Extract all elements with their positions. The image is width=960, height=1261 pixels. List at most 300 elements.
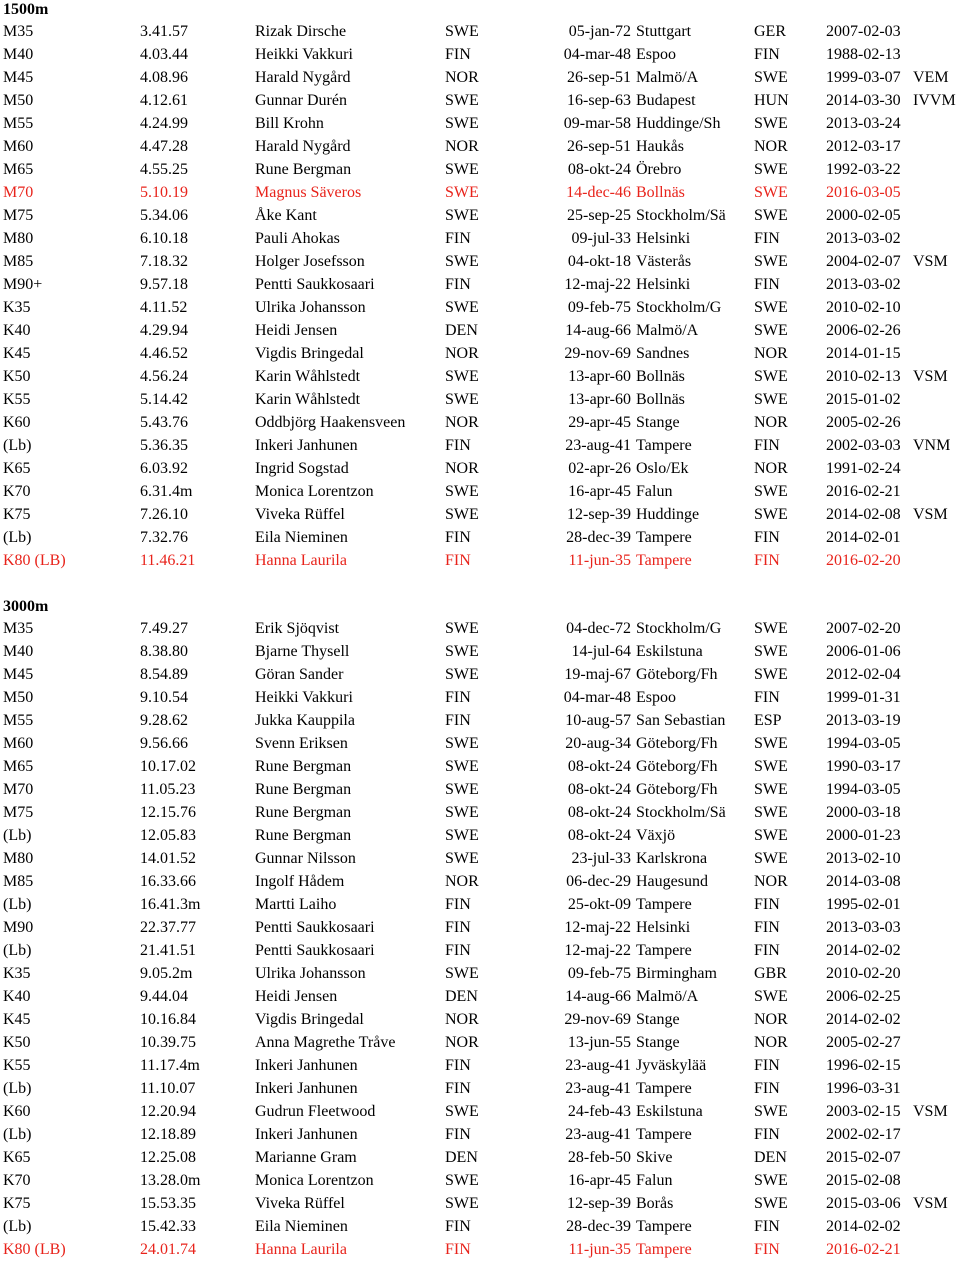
venue-country-cell: SWE <box>754 781 788 798</box>
birth-date-cell: 14-aug-66 <box>565 322 631 339</box>
venue-country-cell: SWE <box>754 1103 788 1120</box>
athlete-name-cell: Ulrika Johansson <box>255 299 366 316</box>
venue-country-cell: FIN <box>754 437 780 454</box>
nationality-cell: SWE <box>445 620 479 637</box>
nationality-cell: FIN <box>445 1218 471 1235</box>
age-class-cell: K75 <box>3 1195 31 1212</box>
birth-date-cell: 13-apr-60 <box>568 391 631 408</box>
record-date-cell: 1992-03-22 <box>826 161 901 178</box>
result-time-cell: 5.43.76 <box>140 414 188 431</box>
nationality-cell: SWE <box>445 506 479 523</box>
result-time-cell: 4.29.94 <box>140 322 188 339</box>
athlete-name-cell: Bjarne Thysell <box>255 643 350 660</box>
age-class-cell: (Lb) <box>3 437 32 454</box>
birth-date-cell: 12-maj-22 <box>564 942 631 959</box>
record-date-cell: 2005-02-26 <box>826 414 901 431</box>
venue-country-cell: SWE <box>754 207 788 224</box>
athlete-name-cell: Erik Sjöqvist <box>255 620 340 637</box>
age-class-cell: K70 <box>3 483 31 500</box>
venue-country-cell: SWE <box>754 483 788 500</box>
birth-date-cell: 09-jul-33 <box>571 230 631 247</box>
age-class-cell: K45 <box>3 345 31 362</box>
result-time-cell: 11.46.21 <box>140 552 196 569</box>
venue-cell: Stuttgart <box>636 23 692 40</box>
table-row <box>3 778 960 801</box>
result-time-cell: 12.20.94 <box>140 1103 196 1120</box>
athlete-name-cell: Heidi Jensen <box>255 322 338 339</box>
age-class-cell: M70 <box>3 184 34 201</box>
record-date-cell: 2004-02-07 <box>826 253 901 270</box>
nationality-cell: SWE <box>445 850 479 867</box>
athlete-name-cell: Inkeri Janhunen <box>255 1126 358 1143</box>
result-time-cell: 4.46.52 <box>140 345 188 362</box>
table-row <box>3 1238 960 1261</box>
venue-country-cell: SWE <box>754 115 788 132</box>
table-row <box>3 112 960 135</box>
result-time-cell: 22.37.77 <box>140 919 196 936</box>
nationality-cell: SWE <box>445 161 479 178</box>
birth-date-cell: 23-aug-41 <box>565 1057 631 1074</box>
venue-cell: Helsinki <box>636 919 691 936</box>
result-time-cell: 16.41.3m <box>140 896 201 913</box>
athlete-name-cell: Hanna Laurila <box>255 552 347 569</box>
birth-date-cell: 14-dec-46 <box>566 184 631 201</box>
age-class-cell: (Lb) <box>3 1218 32 1235</box>
record-date-cell: 1991-02-24 <box>826 460 901 477</box>
nationality-cell: FIN <box>445 919 471 936</box>
table-row <box>3 755 960 778</box>
nationality-cell: SWE <box>445 391 479 408</box>
venue-cell: Malmö/A <box>636 69 699 86</box>
age-class-cell: K65 <box>3 460 31 477</box>
record-date-cell: 1999-01-31 <box>826 689 901 706</box>
birth-date-cell: 04-dec-72 <box>566 620 631 637</box>
section-1500m <box>3 0 960 572</box>
result-time-cell: 5.34.06 <box>140 207 188 224</box>
venue-cell: Espoo <box>636 689 676 706</box>
record-date-cell: 2010-02-13 <box>826 368 901 385</box>
table-row <box>3 893 960 916</box>
table-row <box>3 158 960 181</box>
birth-date-cell: 09-mar-58 <box>563 115 631 132</box>
result-time-cell: 10.17.02 <box>140 758 196 775</box>
venue-country-cell: NOR <box>754 414 788 431</box>
result-time-cell: 9.05.2m <box>140 965 193 982</box>
record-date-cell: 2013-03-03 <box>826 919 901 936</box>
result-time-cell: 8.38.80 <box>140 643 188 660</box>
result-time-cell: 7.18.32 <box>140 253 188 270</box>
athlete-name-cell: Monica Lorentzon <box>255 483 374 500</box>
age-class-cell: (Lb) <box>3 1080 32 1097</box>
record-date-cell: 2014-03-08 <box>826 873 901 890</box>
age-class-cell: M80 <box>3 230 34 247</box>
age-class-cell: M80 <box>3 850 34 867</box>
venue-cell: Borås <box>636 1195 674 1212</box>
athlete-name-cell: Magnus Säveros <box>255 184 362 201</box>
age-class-cell: M90 <box>3 919 34 936</box>
athlete-name-cell: Rune Bergman <box>255 804 352 821</box>
venue-cell: Tampere <box>636 552 692 569</box>
nationality-cell: FIN <box>445 689 471 706</box>
venue-cell: Stange <box>636 414 680 431</box>
athlete-name-cell: Karin Wåhlstedt <box>255 368 361 385</box>
athlete-name-cell: Bill Krohn <box>255 115 324 132</box>
venue-cell: Karlskrona <box>636 850 708 867</box>
age-class-cell: K80 (LB) <box>3 1241 66 1258</box>
venue-cell: Haukås <box>636 138 684 155</box>
venue-cell: Eskilstuna <box>636 1103 703 1120</box>
venue-cell: Stockholm/Sä <box>636 804 726 821</box>
venue-country-cell: SWE <box>754 620 788 637</box>
table-row <box>3 824 960 847</box>
athlete-name-cell: Pentti Saukkosaari <box>255 919 375 936</box>
result-time-cell: 9.56.66 <box>140 735 188 752</box>
venue-country-cell: SWE <box>754 988 788 1005</box>
age-class-cell: (Lb) <box>3 827 32 844</box>
championship-note-cell: VSM <box>913 368 948 385</box>
result-time-cell: 4.11.52 <box>140 299 188 316</box>
venue-cell: Göteborg/Fh <box>636 781 718 798</box>
venue-country-cell: SWE <box>754 850 788 867</box>
athlete-name-cell: Monica Lorentzon <box>255 1172 374 1189</box>
venue-country-cell: SWE <box>754 1195 788 1212</box>
nationality-cell: SWE <box>445 115 479 132</box>
table-row <box>3 204 960 227</box>
age-class-cell: K65 <box>3 1149 31 1166</box>
table-row <box>3 1031 960 1054</box>
table-row <box>3 962 960 985</box>
birth-date-cell: 23-aug-41 <box>565 437 631 454</box>
table-row <box>3 480 960 503</box>
athlete-name-cell: Gunnar Durén <box>255 92 347 109</box>
venue-cell: Tampere <box>636 1241 692 1258</box>
age-class-cell: (Lb) <box>3 529 32 546</box>
championship-note-cell: VSM <box>913 506 948 523</box>
birth-date-cell: 08-okt-24 <box>567 758 631 775</box>
venue-country-cell: SWE <box>754 804 788 821</box>
venue-cell: Oslo/Ek <box>636 460 689 477</box>
birth-date-cell: 11-jun-35 <box>568 1241 631 1258</box>
nationality-cell: FIN <box>445 1057 471 1074</box>
result-time-cell: 11.17.4m <box>140 1057 200 1074</box>
birth-date-cell: 11-jun-35 <box>568 552 631 569</box>
venue-country-cell: FIN <box>754 689 780 706</box>
venue-cell: Tampere <box>636 942 692 959</box>
birth-date-cell: 19-maj-67 <box>564 666 631 683</box>
nationality-cell: NOR <box>445 1011 479 1028</box>
birth-date-cell: 26-sep-51 <box>567 69 631 86</box>
nationality-cell: NOR <box>445 69 479 86</box>
result-time-cell: 16.33.66 <box>140 873 196 890</box>
record-date-cell: 2015-01-02 <box>826 391 901 408</box>
nationality-cell: NOR <box>445 138 479 155</box>
athlete-name-cell: Viveka Rüffel <box>255 1195 345 1212</box>
record-date-cell: 2013-03-02 <box>826 276 901 293</box>
athlete-name-cell: Eila Nieminen <box>255 529 348 546</box>
athlete-name-cell: Heikki Vakkuri <box>255 689 353 706</box>
table-row <box>3 1215 960 1238</box>
record-date-cell: 2016-03-05 <box>826 184 901 201</box>
table-row <box>3 870 960 893</box>
venue-cell: Malmö/A <box>636 988 699 1005</box>
venue-country-cell: SWE <box>754 391 788 408</box>
venue-cell: Stange <box>636 1011 680 1028</box>
birth-date-cell: 09-feb-75 <box>567 299 631 316</box>
record-date-cell: 2016-02-21 <box>826 1241 901 1258</box>
result-time-cell: 4.12.61 <box>140 92 188 109</box>
nationality-cell: FIN <box>445 552 471 569</box>
birth-date-cell: 04-mar-48 <box>563 46 631 63</box>
birth-date-cell: 04-mar-48 <box>563 689 631 706</box>
venue-cell: Bollnäs <box>636 368 685 385</box>
venue-cell: Huddinge <box>636 506 700 523</box>
record-date-cell: 1996-03-31 <box>826 1080 901 1097</box>
venue-cell: Huddinge/Sh <box>636 115 721 132</box>
age-class-cell: M35 <box>3 23 34 40</box>
venue-cell: Stockholm/Sä <box>636 207 726 224</box>
venue-country-cell: FIN <box>754 942 780 959</box>
nationality-cell: FIN <box>445 46 471 63</box>
record-date-cell: 2002-03-03 <box>826 437 901 454</box>
age-class-cell: K50 <box>3 1034 31 1051</box>
table-row <box>3 732 960 755</box>
birth-date-cell: 13-jun-55 <box>567 1034 631 1051</box>
table-row <box>3 250 960 273</box>
birth-date-cell: 09-feb-75 <box>567 965 631 982</box>
nationality-cell: NOR <box>445 345 479 362</box>
age-class-cell: (Lb) <box>3 1126 32 1143</box>
age-class-cell: M50 <box>3 689 34 706</box>
birth-date-cell: 29-apr-45 <box>568 414 631 431</box>
nationality-cell: FIN <box>445 942 471 959</box>
record-date-cell: 2014-03-30 <box>826 92 901 109</box>
athlete-name-cell: Pauli Ahokas <box>255 230 340 247</box>
venue-country-cell: SWE <box>754 643 788 660</box>
record-date-cell: 2005-02-27 <box>826 1034 901 1051</box>
result-time-cell: 12.15.76 <box>140 804 196 821</box>
birth-date-cell: 20-aug-34 <box>565 735 631 752</box>
birth-date-cell: 14-jul-64 <box>571 643 631 660</box>
result-time-cell: 4.08.96 <box>140 69 188 86</box>
record-date-cell: 2000-02-05 <box>826 207 901 224</box>
nationality-cell: NOR <box>445 414 479 431</box>
age-class-cell: M65 <box>3 161 34 178</box>
athlete-name-cell: Rune Bergman <box>255 161 352 178</box>
record-date-cell: 2015-02-08 <box>826 1172 901 1189</box>
nationality-cell: SWE <box>445 92 479 109</box>
birth-date-cell: 14-aug-66 <box>565 988 631 1005</box>
table-row <box>3 847 960 870</box>
nationality-cell: SWE <box>445 965 479 982</box>
athlete-name-cell: Inkeri Janhunen <box>255 1080 358 1097</box>
birth-date-cell: 10-aug-57 <box>565 712 631 729</box>
record-date-cell: 2013-02-10 <box>826 850 901 867</box>
venue-country-cell: FIN <box>754 896 780 913</box>
record-date-cell: 2007-02-03 <box>826 23 901 40</box>
athlete-name-cell: Ulrika Johansson <box>255 965 366 982</box>
birth-date-cell: 24-feb-43 <box>567 1103 631 1120</box>
venue-country-cell: FIN <box>754 46 780 63</box>
birth-date-cell: 23-jul-33 <box>571 850 631 867</box>
venue-cell: Tampere <box>636 896 692 913</box>
record-date-cell: 2010-02-10 <box>826 299 901 316</box>
age-class-cell: K50 <box>3 368 31 385</box>
age-class-cell: (Lb) <box>3 896 32 913</box>
result-time-cell: 14.01.52 <box>140 850 196 867</box>
athlete-name-cell: Anna Magrethe Tråve <box>255 1034 396 1051</box>
result-time-cell: 5.14.42 <box>140 391 188 408</box>
table-row <box>3 1146 960 1169</box>
venue-country-cell: NOR <box>754 345 788 362</box>
result-time-cell: 10.16.84 <box>140 1011 196 1028</box>
venue-cell: Stockholm/G <box>636 299 722 316</box>
birth-date-cell: 04-okt-18 <box>567 253 631 270</box>
age-class-cell: K75 <box>3 506 31 523</box>
venue-country-cell: FIN <box>754 1057 780 1074</box>
record-date-cell: 2013-03-02 <box>826 230 901 247</box>
nationality-cell: SWE <box>445 483 479 500</box>
birth-date-cell: 23-aug-41 <box>565 1126 631 1143</box>
championship-note-cell: VEM <box>913 69 949 86</box>
table-row <box>3 709 960 732</box>
result-time-cell: 9.10.54 <box>140 689 188 706</box>
table-row <box>3 640 960 663</box>
venue-cell: Stange <box>636 1034 680 1051</box>
result-time-cell: 21.41.51 <box>140 942 196 959</box>
nationality-cell: SWE <box>445 368 479 385</box>
athlete-name-cell: Eila Nieminen <box>255 1218 348 1235</box>
record-date-cell: 2014-02-02 <box>826 1011 901 1028</box>
table-row <box>3 296 960 319</box>
record-date-cell: 2016-02-21 <box>826 483 901 500</box>
result-time-cell: 12.25.08 <box>140 1149 196 1166</box>
result-time-cell: 9.28.62 <box>140 712 188 729</box>
venue-cell: Tampere <box>636 437 692 454</box>
section-3000m <box>3 597 960 1261</box>
athlete-name-cell: Rune Bergman <box>255 758 352 775</box>
table-row <box>3 434 960 457</box>
birth-date-cell: 28-feb-50 <box>567 1149 631 1166</box>
venue-cell: Budapest <box>636 92 696 109</box>
record-date-cell: 2006-01-06 <box>826 643 901 660</box>
nationality-cell: SWE <box>445 253 479 270</box>
table-row <box>3 801 960 824</box>
record-date-cell: 2014-02-08 <box>826 506 901 523</box>
nationality-cell: DEN <box>445 322 478 339</box>
result-time-cell: 15.42.33 <box>140 1218 196 1235</box>
age-class-cell: K80 (LB) <box>3 552 66 569</box>
table-row <box>3 227 960 250</box>
venue-cell: Helsinki <box>636 276 691 293</box>
athlete-name-cell: Ingolf Hådem <box>255 873 345 890</box>
birth-date-cell: 13-apr-60 <box>568 368 631 385</box>
table-row <box>3 20 960 43</box>
table-row <box>3 939 960 962</box>
record-date-cell: 1994-03-05 <box>826 781 901 798</box>
venue-cell: Malmö/A <box>636 322 699 339</box>
athlete-name-cell: Rune Bergman <box>255 781 352 798</box>
birth-date-cell: 08-okt-24 <box>567 161 631 178</box>
record-date-cell: 1988-02-13 <box>826 46 901 63</box>
venue-country-cell: NOR <box>754 873 788 890</box>
record-date-cell: 2014-01-15 <box>826 345 901 362</box>
venue-country-cell: FIN <box>754 230 780 247</box>
nationality-cell: SWE <box>445 735 479 752</box>
age-class-cell: M65 <box>3 758 34 775</box>
age-class-cell: K40 <box>3 988 31 1005</box>
venue-country-cell: SWE <box>754 184 788 201</box>
age-class-cell: M40 <box>3 643 34 660</box>
venue-cell: Falun <box>636 1172 673 1189</box>
birth-date-cell: 29-nov-69 <box>564 345 631 362</box>
venue-country-cell: GBR <box>754 965 787 982</box>
record-date-cell: 2010-02-20 <box>826 965 901 982</box>
championship-note-cell: IVVM <box>913 92 956 109</box>
table-row <box>3 365 960 388</box>
table-row <box>3 549 960 572</box>
nationality-cell: FIN <box>445 276 471 293</box>
venue-cell: Örebro <box>636 161 682 178</box>
athlete-name-cell: Rune Bergman <box>255 827 352 844</box>
age-class-cell: K40 <box>3 322 31 339</box>
record-date-cell: 2015-03-06 <box>826 1195 901 1212</box>
venue-country-cell: NOR <box>754 460 788 477</box>
nationality-cell: FIN <box>445 1126 471 1143</box>
venue-cell: Bollnäs <box>636 184 685 201</box>
venue-country-cell: FIN <box>754 1241 780 1258</box>
athlete-name-cell: Pentti Saukkosaari <box>255 942 375 959</box>
age-class-cell: (Lb) <box>3 942 32 959</box>
venue-cell: Göteborg/Fh <box>636 735 718 752</box>
athlete-name-cell: Karin Wåhlstedt <box>255 391 361 408</box>
table-row <box>3 181 960 204</box>
athlete-name-cell: Gunnar Nilsson <box>255 850 356 867</box>
venue-country-cell: FIN <box>754 1126 780 1143</box>
venue-country-cell: FIN <box>754 919 780 936</box>
venue-country-cell: FIN <box>754 1218 780 1235</box>
age-class-cell: M70 <box>3 781 34 798</box>
birth-date-cell: 12-sep-39 <box>567 1195 631 1212</box>
nationality-cell: SWE <box>445 23 479 40</box>
athlete-name-cell: Pentti Saukkosaari <box>255 276 375 293</box>
athlete-name-cell: Hanna Laurila <box>255 1241 347 1258</box>
birth-date-cell: 05-jan-72 <box>568 23 631 40</box>
birth-date-cell: 16-apr-45 <box>568 483 631 500</box>
record-date-cell: 2012-02-04 <box>826 666 901 683</box>
result-time-cell: 7.49.27 <box>140 620 188 637</box>
table-row <box>3 916 960 939</box>
venue-country-cell: SWE <box>754 69 788 86</box>
result-time-cell: 12.05.83 <box>140 827 196 844</box>
nationality-cell: DEN <box>445 988 478 1005</box>
venue-country-cell: FIN <box>754 276 780 293</box>
record-date-cell: 2013-03-24 <box>826 115 901 132</box>
venue-country-cell: SWE <box>754 161 788 178</box>
birth-date-cell: 12-maj-22 <box>564 919 631 936</box>
age-class-cell: M75 <box>3 804 34 821</box>
venue-country-cell: DEN <box>754 1149 787 1166</box>
result-time-cell: 11.05.23 <box>140 781 196 798</box>
venue-cell: San Sebastian <box>636 712 726 729</box>
venue-country-cell: SWE <box>754 666 788 683</box>
age-class-cell: M85 <box>3 873 34 890</box>
venue-cell: Stockholm/G <box>636 620 722 637</box>
table-row <box>3 89 960 112</box>
age-class-cell: K60 <box>3 414 31 431</box>
table-row <box>3 1123 960 1146</box>
nationality-cell: SWE <box>445 1195 479 1212</box>
venue-cell: Tampere <box>636 529 692 546</box>
